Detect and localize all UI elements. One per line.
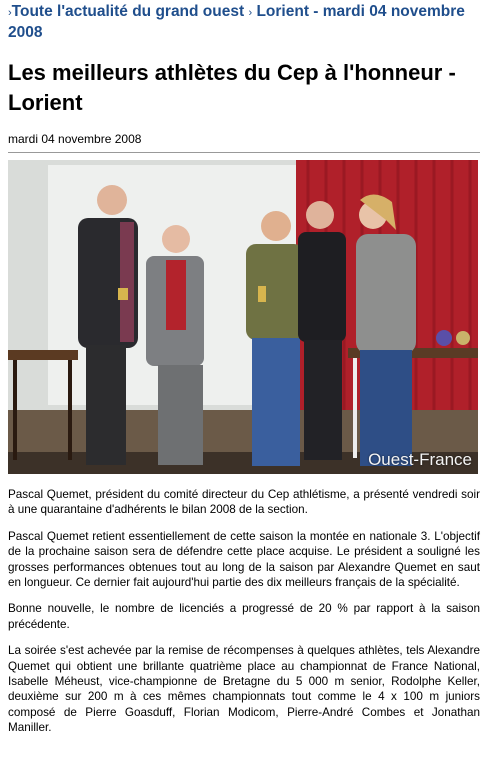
breadcrumb-separator-icon: › bbox=[8, 7, 12, 19]
breadcrumb-separator-icon: › bbox=[248, 7, 253, 19]
breadcrumb bbox=[8, 2, 483, 43]
breadcrumb-location-date: Lorient - mardi 04 novembre 2008 bbox=[8, 3, 465, 41]
article-title: Les meilleurs athlètes du Cep à l'honneur - Lorient bbox=[8, 60, 456, 115]
divider bbox=[8, 152, 480, 153]
article-paragraph: Pascal Quemet retient essentiellement de cette saison la montée en nationale 3. L'objectif de la prochaine saison sera de défendre cette place acquise. Le président a souligné les grosses performances obtenues tout au long de la saison par Alexandre Quemet en saut en longueur. Ce dernier fait aujourd'hui partie des dix meilleurs français de la spécialité. bbox=[8, 529, 480, 590]
breadcrumb-link-grand-ouest[interactable]: Toute l'actualité du grand ouest bbox=[11, 3, 245, 20]
article-paragraph: Bonne nouvelle, le nombre de licenciés a progressé de 20 % par rapport à la saison précédente. bbox=[8, 602, 480, 631]
article-paragraph: Pascal Quemet, président du comité directeur du Cep athlétisme, a présenté vendredi soir à une quarantaine d'adhérents le bilan 2008 de la section. bbox=[8, 488, 480, 517]
photo-illustration bbox=[8, 160, 478, 474]
photo-credit: Ouest-France bbox=[368, 450, 472, 469]
article-body bbox=[8, 487, 480, 747]
article-date: mardi 04 novembre 2008 bbox=[8, 132, 142, 146]
article-photo[interactable] bbox=[8, 160, 478, 474]
article-paragraph: La soirée s'est achevée par la remise de récompenses à quelques athlètes, tels Alexandre Quemet qui obtient une brillante quatrième place au championnat de France National, Isabelle Méheust, vice-championne de Bretagne du 5 000 m senior, Rodolphe Keller, deuxième sur 200 m à ces mêmes championnats tout comme le 4 x 100 m juniors composé de Pierre Goasduff, Florian Modicom, Pierre-André Combes et Jonathan Maniller. bbox=[8, 644, 480, 735]
